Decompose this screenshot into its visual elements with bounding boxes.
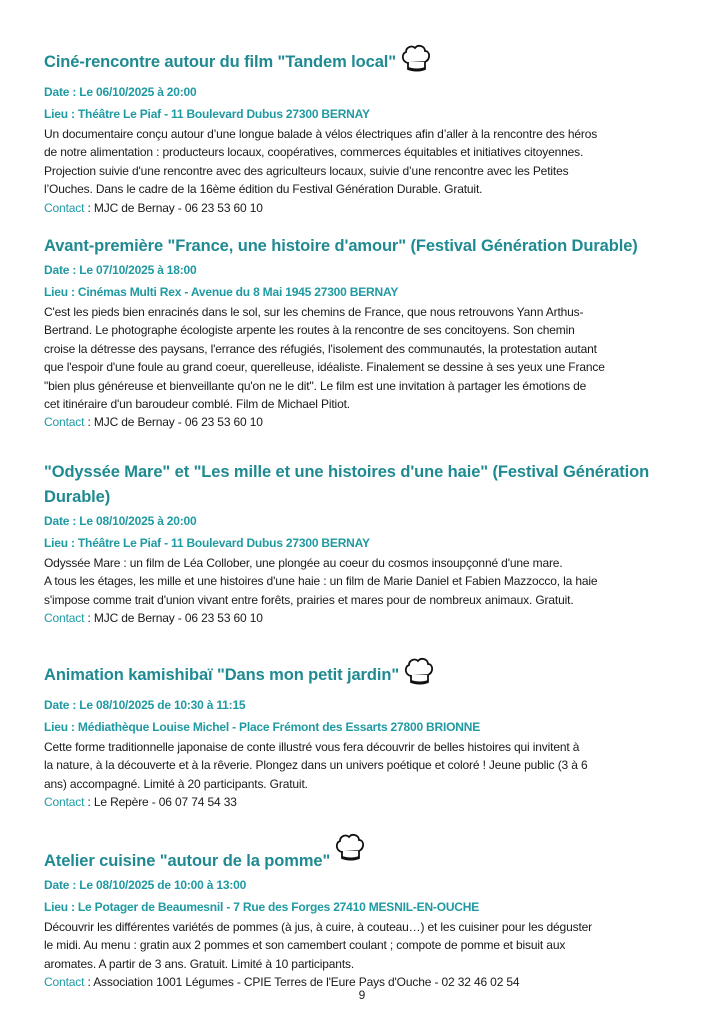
event-block bbox=[44, 460, 684, 628]
event-contact: Contact : Association 1001 Légumes - CPIE Terres de l'Eure Pays d'Ouche - 02 32 46 02 54 bbox=[44, 975, 520, 990]
event-contact: Contact : Le Repère - 06 07 74 54 33 bbox=[44, 795, 237, 810]
contact-value: MJC de Bernay - 06 23 53 60 10 bbox=[93, 200, 263, 215]
event-contact: Contact : MJC de Bernay - 06 23 53 60 10 bbox=[44, 611, 263, 626]
event-contact: Contact : MJC de Bernay - 06 23 53 60 10 bbox=[44, 415, 263, 430]
event-title: "Odyssée Mare" et "Les mille et une histoires d'une haie" (Festival Génération Durable) bbox=[44, 463, 650, 506]
contact-value: MJC de Bernay - 06 23 53 60 10 bbox=[93, 611, 263, 626]
event-date: Date : Le 07/10/2025 à 18:00 bbox=[44, 263, 197, 277]
event-block bbox=[44, 656, 684, 812]
event-contact: Contact : MJC de Bernay - 06 23 53 60 10 bbox=[44, 200, 263, 215]
chef-hat-icon bbox=[334, 832, 366, 870]
contact-value: Le Repère - 06 07 74 54 33 bbox=[93, 795, 237, 810]
event-title-text: Animation kamishibaï "Dans mon petit jardin" bbox=[44, 666, 400, 684]
event-title: Avant-première "France, une histoire d'amour" (Festival Génération Durable) bbox=[44, 237, 638, 255]
event-title-text: Ciné-rencontre autour du film "Tandem local" bbox=[44, 53, 396, 71]
event-description: Cette forme traditionnelle japonaise de conte illustré vous fera découvrir de belles histoires qui invitent à la nature, à la découverte et à la rêverie. Plongez dans un univers poétique et coloré ! Jeune public (3 à 6 ans) accompagné. Limité à 20 participants. Gratuit. bbox=[44, 740, 588, 791]
event-title-text: Atelier cuisine "autour de la pomme" bbox=[44, 852, 331, 870]
event-description: Découvrir les différentes variétés de pommes (à jus, à cuire, à couteau…) et les cuisiner pour les déguster le midi. Au menu : gratin aux 2 pommes et son camembert coulant ; compote de pomme et bisuit aux aromates. A partir de 3 ans. Gratuit. Limité à 10 participants. bbox=[44, 920, 592, 971]
event-location: Lieu : Cinémas Multi Rex - Avenue du 8 Mai 1945 27300 BERNAY bbox=[44, 285, 399, 299]
event-title bbox=[44, 656, 684, 694]
event-block bbox=[44, 832, 684, 992]
event-location: Lieu : Théâtre Le Piaf - 11 Boulevard Dubus 27300 BERNAY bbox=[44, 107, 370, 121]
event-location: Lieu : Théâtre Le Piaf - 11 Boulevard Dubus 27300 BERNAY bbox=[44, 536, 370, 550]
page-number: 9 bbox=[358, 988, 366, 1002]
contact-label: Contact bbox=[44, 415, 85, 430]
contact-value: MJC de Bernay - 06 23 53 60 10 bbox=[93, 415, 263, 430]
event-title bbox=[44, 43, 684, 81]
event-date: Date : Le 08/10/2025 à 20:00 bbox=[44, 514, 197, 528]
contact-label: Contact bbox=[44, 795, 85, 810]
event-date: Date : Le 08/10/2025 de 10:00 à 13:00 bbox=[44, 878, 247, 892]
event-location: Lieu : Médiathèque Louise Michel - Place Frémont des Essarts 27800 BRIONNE bbox=[44, 720, 480, 734]
event-title bbox=[44, 832, 684, 874]
event-description: Un documentaire conçu autour d’une longue balade à vélos électriques afin d’aller à la rencontre des héros de notre alimentation : producteurs locaux, coopératives, commerces équitables et initiatives citoyennes. Projection suivie d'une rencontre avec des agriculteurs locaux, suivie d’une rencontre avec les Petites l’Ouches. Dans le cadre de la 16ème édition du Festival Génération Durable. Gratuit. bbox=[44, 127, 598, 197]
contact-label: Contact bbox=[44, 611, 85, 626]
event-block bbox=[44, 43, 684, 217]
chef-hat-icon bbox=[403, 656, 435, 694]
event-date: Date : Le 08/10/2025 de 10:30 à 11:15 bbox=[44, 698, 246, 712]
event-block bbox=[44, 234, 684, 432]
event-date: Date : Le 06/10/2025 à 20:00 bbox=[44, 85, 197, 99]
event-description: C'est les pieds bien enracinés dans le sol, sur les chemins de France, que nous retrouvons Yann Arthus- Bertrand. Le photographe écologiste arpente les routes à la rencontre de ses concitoyens. Son chemin croise la détresse des paysans, l'errance des réfugiés, l'isolement des communautés, la protestation autant que l'espoir d'une foule au grand coeur, querelleuse, idéaliste. Finalement se dessine à ses yeux une France "bien plus généreuse et bienveillante qu'on ne le dit". Le film est une invitation à partager les émotions de cet itinéraire d'un baroudeur comblé. Film de Michael Pitiot. bbox=[44, 305, 605, 412]
contact-label: Contact bbox=[44, 200, 85, 215]
contact-label: Contact bbox=[44, 975, 85, 990]
event-description: Odyssée Mare : un film de Léa Collober, une plongée au coeur du cosmos insoupçonné d'une mare. A tous les étages, les mille et une histoires d'une haie : un film de Marie Daniel et Fabien Mazzocco, la haie s'impose comme trait d'union vivant entre forêts, prairies et mares pour de nombreux animaux. Gratuit. bbox=[44, 556, 598, 607]
chef-hat-icon bbox=[400, 43, 432, 81]
contact-value: Association 1001 Légumes - CPIE Terres de l'Eure Pays d'Ouche - 02 32 46 02 54 bbox=[93, 975, 520, 990]
event-location: Lieu : Le Potager de Beaumesnil - 7 Rue des Forges 27410 MESNIL-EN-OUCHE bbox=[44, 900, 480, 914]
